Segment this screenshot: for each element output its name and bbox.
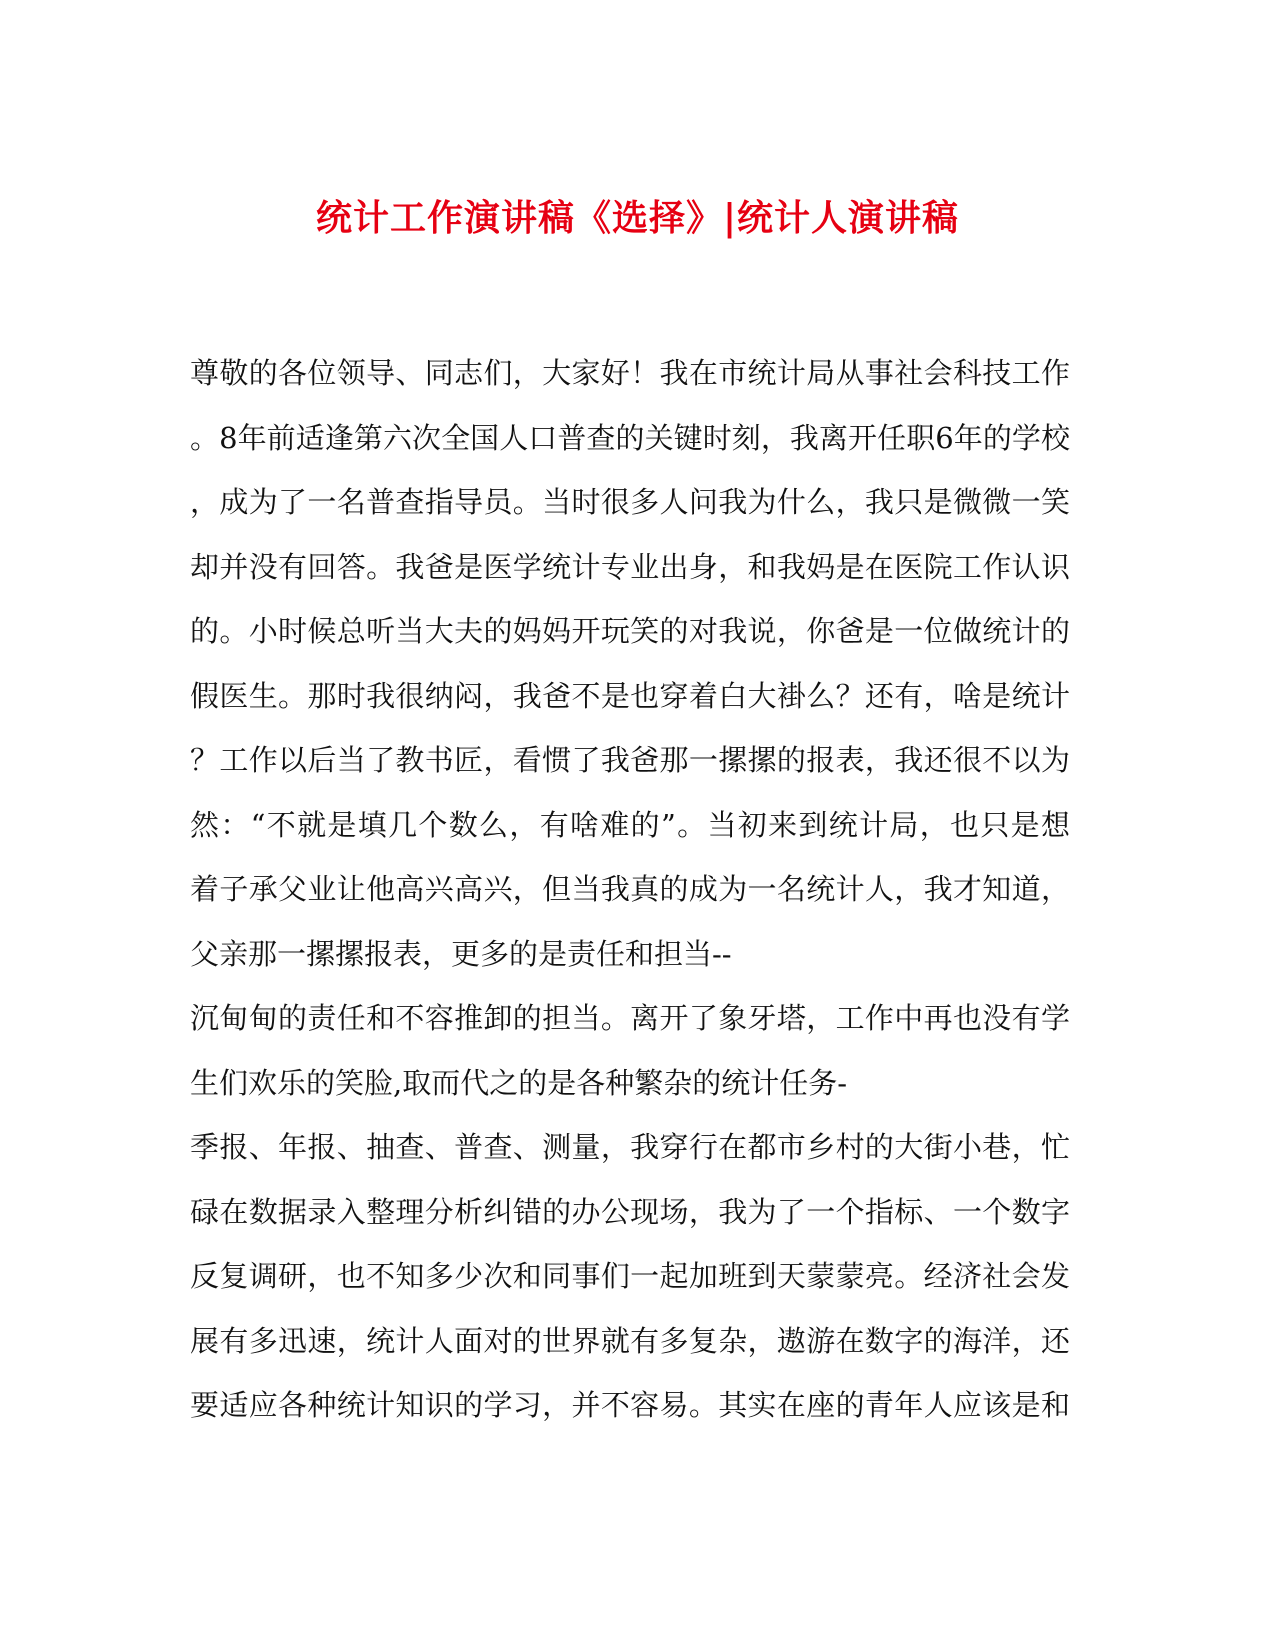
- body-line: 着子承父业让他高兴高兴，但当我真的成为一名统计人，我才知道，: [190, 872, 1070, 906]
- body-line: ，成为了一名普查指导员。当时很多人问我为什么，我只是微微一笑: [190, 485, 1070, 519]
- body-line: ？工作以后当了教书匠，看惯了我爸那一摞摞的报表，我还很不以为: [190, 743, 1070, 777]
- body-line: 碌在数据录入整理分析纠错的办公现场，我为了一个指标、一个数字: [190, 1194, 1070, 1229]
- body-line: 要适应各种统计知识的学习，并不容易。其实在座的青年人应该是和: [190, 1388, 1070, 1422]
- body-line: 父亲那一摞摞报表，更多的是责任和担当--: [190, 936, 732, 971]
- body-line: 反复调研，也不知多少次和同事们一起加班到天蒙蒙亮。经济社会发: [190, 1259, 1070, 1293]
- body-line: 展有多迅速，统计人面对的世界就有多复杂，遨游在数字的海洋，还: [190, 1323, 1070, 1358]
- document-title: 统计工作演讲稿《选择》|统计人演讲稿: [315, 197, 960, 240]
- body-line: 。8年前适逢第六次全国人口普查的关键时刻，我离开任职6年的学校: [190, 420, 1070, 455]
- body-line: 季报、年报、抽查、普查、测量，我穿行在都市乡村的大街小巷，忙: [190, 1130, 1070, 1164]
- body-line: 然：“不就是填几个数么，有啥难的”。当初来到统计局，也只是想: [190, 807, 1070, 842]
- body-line: 假医生。那时我很纳闷，我爸不是也穿着白大褂么？还有，啥是统计: [190, 678, 1070, 713]
- body-line: 却并没有回答。我爸是医学统计专业出身，和我妈是在医院工作认识: [190, 549, 1070, 584]
- body-line: 的。小时候总听当大夫的妈妈开玩笑的对我说，你爸是一位做统计的: [190, 614, 1070, 648]
- body-line: 生们欢乐的笑脸,取而代之的是各种繁杂的统计任务-: [190, 1065, 848, 1100]
- body-line: 沉甸甸的责任和不容推卸的担当。离开了象牙塔，工作中再也没有学: [190, 1001, 1070, 1035]
- document-body: [190, 352, 1070, 1449]
- body-line: 尊敬的各位领导、同志们，大家好！我在市统计局从事社会科技工作: [190, 356, 1070, 390]
